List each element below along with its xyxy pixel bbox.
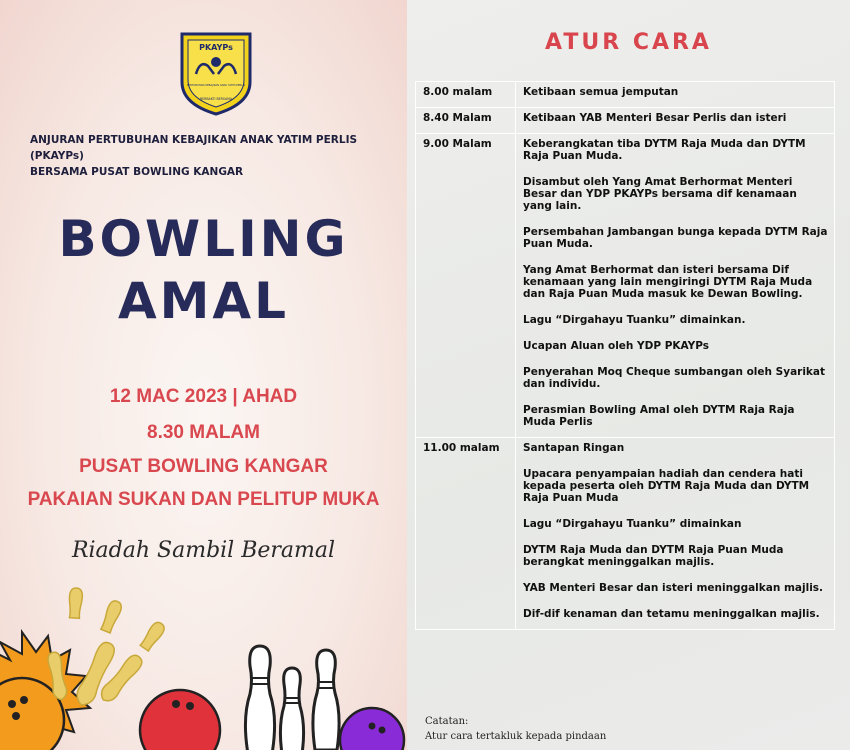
schedule-time: 8.40 Malam <box>416 108 516 134</box>
table-row <box>416 438 835 630</box>
schedule-activity <box>516 82 835 108</box>
event-time: 8.30 MALAM <box>147 422 260 443</box>
note-text: Atur cara tertakluk kepada pindaan <box>425 731 607 742</box>
schedule-item: Lagu “Dirgahayu Tuanku” dimainkan. <box>523 314 746 326</box>
svg-text:PKAYPs: PKAYPs <box>199 43 233 52</box>
red-bowling-ball-icon <box>140 690 220 750</box>
schedule-item: Disambut oleh Yang Amat Berhormat Menteri Besar dan YDP PKAYPs bersama dif kenamaan yang lain. <box>523 176 797 212</box>
schedule-item: Dif-dif kenaman dan tetamu meninggalkan majlis. <box>523 608 820 620</box>
schedule-item: Perasmian Bowling Amal oleh DYTM Raja Raja Muda Perlis <box>523 404 795 428</box>
schedule-item: Santapan Ringan <box>523 442 625 454</box>
schedule-activity <box>516 134 835 438</box>
schedule-heading: ATUR CARA <box>545 30 712 55</box>
schedule-item: YAB Menteri Besar dan isteri meninggalkan majlis. <box>523 582 824 594</box>
schedule-time: 8.00 malam <box>416 82 516 108</box>
note-label: Catatan: <box>425 716 469 727</box>
schedule-item: Ketibaan YAB Menteri Besar Perlis dan isteri <box>523 112 787 124</box>
table-row <box>416 82 835 108</box>
schedule-item: Keberangkatan tiba DYTM Raja Muda dan DYTM Raja Puan Muda. <box>523 138 806 162</box>
schedule-activity <box>516 438 835 630</box>
schedule-item: Yang Amat Berhormat dan isteri bersama Dif kenamaan yang lain mengiringi DYTM Raja Muda dan Raja Puan Muda masuk ke Dewan Bowling. <box>523 264 813 300</box>
schedule-item: Upacara penyampaian hadiah dan cendera hati kepada peserta oleh DYTM Raja Muda dan DYTM Raja Puan Muda <box>523 468 810 504</box>
event-attire: PAKAIAN SUKAN DAN PELITUP MUKA <box>27 489 380 510</box>
white-bowling-pins-icon <box>245 646 339 750</box>
schedule-note <box>425 714 606 744</box>
schedule-item: Lagu “Dirgahayu Tuanku” dimainkan <box>523 518 742 530</box>
schedule-item: DYTM Raja Muda dan DYTM Raja Puan Muda berangkat meninggalkan majlis. <box>523 544 784 568</box>
organiser-line-1: ANJURAN PERTUBUHAN KEBAJIKAN ANAK YATIM PERLIS (PKAYPs) <box>30 134 358 162</box>
schedule-time: 9.00 Malam <box>416 134 516 438</box>
event-venue: PUSAT BOWLING KANGAR <box>79 456 328 477</box>
table-row <box>416 108 835 134</box>
schedule-item: Ketibaan semua jemputan <box>523 86 679 98</box>
poster-left-panel <box>0 0 407 750</box>
organiser-text <box>30 132 390 180</box>
schedule-time: 11.00 malam <box>416 438 516 630</box>
schedule-item: Persembahan Jambangan bunga kepada DYTM Raja Puan Muda. <box>523 226 828 250</box>
svg-text:PERTUBUHAN KEBAJIKAN ANAK YATI: PERTUBUHAN KEBAJIKAN ANAK YATIM PERLIS <box>186 84 246 87</box>
purple-bowling-ball-icon <box>340 708 404 750</box>
orange-bowling-ball-icon <box>0 632 90 750</box>
svg-text:BERBAKTI BERSAMA: BERBAKTI BERSAMA <box>199 97 233 101</box>
event-slogan: Riadah Sambil Beramal <box>71 538 336 563</box>
gold-bowling-pins-icon <box>46 588 166 709</box>
organiser-line-2: BERSAMA PUSAT BOWLING KANGAR <box>30 166 244 178</box>
schedule-item: Penyerahan Moq Cheque sumbangan oleh Syarikat dan individu. <box>523 366 826 390</box>
bowling-illustration <box>0 580 407 750</box>
event-title-line-1: BOWLING <box>58 210 349 268</box>
schedule-item: Ucapan Aluan oleh YDP PKAYPs <box>523 340 710 352</box>
schedule-activity <box>516 108 835 134</box>
event-title-line-2: AMAL <box>117 272 289 330</box>
table-row <box>416 134 835 438</box>
schedule-table <box>415 81 835 630</box>
event-date: 12 MAC 2023 | AHAD <box>109 386 298 407</box>
pkayps-logo <box>178 30 254 116</box>
